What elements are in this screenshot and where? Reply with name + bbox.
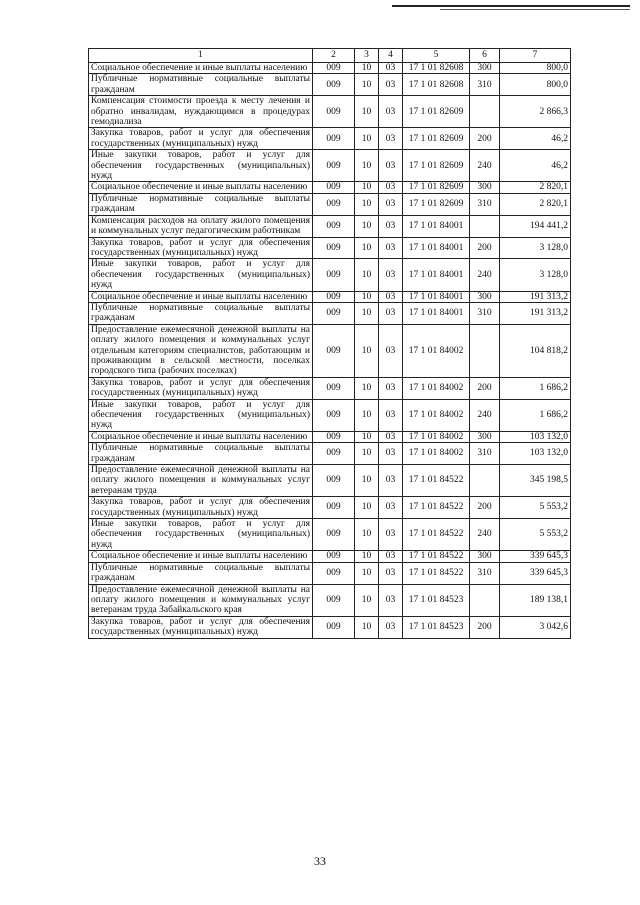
amount-cell: 194 441,2: [500, 215, 571, 237]
expense-name-cell: Публичные нормативные социальные выплаты гражданам: [89, 562, 313, 584]
subsection-code-cell: 03: [379, 584, 403, 616]
expense-type-code-cell: 310: [470, 302, 500, 324]
expense-name-cell: Закупка товаров, работ и услуг для обеспечения государственных (муниципальных) нужд: [89, 128, 313, 150]
subsection-code-cell: 03: [379, 193, 403, 215]
subsection-code-cell: 03: [379, 215, 403, 237]
subsection-code-cell: 03: [379, 551, 403, 562]
expense-type-code-cell: [470, 96, 500, 128]
table-row: [89, 182, 571, 193]
table-row: [89, 377, 571, 399]
target-article-code-cell: 17 1 01 82608: [403, 63, 470, 74]
ministry-code-cell: 009: [313, 74, 355, 96]
subsection-code-cell: 03: [379, 377, 403, 399]
expense-name-cell: Иные закупки товаров, работ и услуг для обеспечения государственных (муниципальных) нужд: [89, 399, 313, 431]
expense-type-code-cell: 200: [470, 128, 500, 150]
table-row: [89, 150, 571, 182]
target-article-code-cell: 17 1 01 84002: [403, 431, 470, 442]
expense-type-code-cell: 300: [470, 182, 500, 193]
amount-cell: 339 645,3: [500, 551, 571, 562]
table-row: [89, 399, 571, 431]
target-article-code-cell: 17 1 01 84001: [403, 259, 470, 291]
expense-name-cell: Компенсация расходов на оплату жилого помещения и коммунальных услуг педагогическим работникам: [89, 215, 313, 237]
subsection-code-cell: 03: [379, 150, 403, 182]
target-article-code-cell: 17 1 01 82609: [403, 128, 470, 150]
amount-cell: 3 128,0: [500, 259, 571, 291]
table-row: [89, 497, 571, 519]
table-row: [89, 96, 571, 128]
section-code-cell: 10: [355, 291, 379, 302]
subsection-code-cell: 03: [379, 74, 403, 96]
expense-name-cell: Компенсация стоимости проезда к месту лечения и обратно инвалидам, нуждающимся в процедурах гемодиализа: [89, 96, 313, 128]
expense-name-cell: Предоставление ежемесячной денежной выплаты на оплату жилого помещения и коммунальных услуг ветеранам труда Забайкальского края: [89, 584, 313, 616]
section-code-cell: 10: [355, 182, 379, 193]
section-code-cell: 10: [355, 443, 379, 465]
expense-type-code-cell: [470, 584, 500, 616]
ministry-code-cell: 009: [313, 519, 355, 551]
amount-cell: 339 645,3: [500, 562, 571, 584]
amount-cell: 800,0: [500, 74, 571, 96]
section-code-cell: 10: [355, 616, 379, 638]
amount-cell: 103 132,0: [500, 443, 571, 465]
expense-name-cell: Закупка товаров, работ и услуг для обеспечения государственных (муниципальных) нужд: [89, 377, 313, 399]
amount-cell: 46,2: [500, 150, 571, 182]
amount-cell: 2 820,1: [500, 182, 571, 193]
expense-type-code-cell: 310: [470, 562, 500, 584]
expense-type-code-cell: 300: [470, 291, 500, 302]
ministry-code-cell: 009: [313, 551, 355, 562]
table-row: [89, 324, 571, 377]
amount-cell: 103 132,0: [500, 431, 571, 442]
ministry-code-cell: 009: [313, 302, 355, 324]
target-article-code-cell: 17 1 01 84002: [403, 377, 470, 399]
section-code-cell: 10: [355, 259, 379, 291]
ministry-code-cell: 009: [313, 128, 355, 150]
ministry-code-cell: 009: [313, 431, 355, 442]
ministry-code-cell: 009: [313, 399, 355, 431]
ministry-code-cell: 009: [313, 63, 355, 74]
target-article-code-cell: 17 1 01 82609: [403, 193, 470, 215]
ministry-code-cell: 009: [313, 443, 355, 465]
expense-type-code-cell: 300: [470, 63, 500, 74]
ministry-code-cell: 009: [313, 182, 355, 193]
ministry-code-cell: 009: [313, 237, 355, 259]
expense-name-cell: Закупка товаров, работ и услуг для обеспечения государственных (муниципальных) нужд: [89, 497, 313, 519]
table-body: [89, 63, 571, 639]
target-article-code-cell: 17 1 01 82609: [403, 150, 470, 182]
target-article-code-cell: 17 1 01 84002: [403, 324, 470, 377]
amount-cell: 104 818,2: [500, 324, 571, 377]
ministry-code-cell: 009: [313, 96, 355, 128]
expense-name-cell: Социальное обеспечение и иные выплаты населению: [89, 431, 313, 442]
amount-cell: 3 042,6: [500, 616, 571, 638]
table-row: [89, 128, 571, 150]
target-article-code-cell: 17 1 01 84001: [403, 291, 470, 302]
expense-name-cell: Социальное обеспечение и иные выплаты населению: [89, 63, 313, 74]
expense-type-code-cell: 200: [470, 237, 500, 259]
target-article-code-cell: 17 1 01 84002: [403, 443, 470, 465]
section-code-cell: 10: [355, 551, 379, 562]
table-row: [89, 193, 571, 215]
target-article-code-cell: 17 1 01 82609: [403, 96, 470, 128]
subsection-code-cell: 03: [379, 399, 403, 431]
ministry-code-cell: 009: [313, 259, 355, 291]
expense-type-code-cell: 310: [470, 443, 500, 465]
column-header: 1: [89, 49, 313, 63]
table-row: [89, 519, 571, 551]
column-header: 5: [403, 49, 470, 63]
section-code-cell: 10: [355, 302, 379, 324]
expense-type-code-cell: 300: [470, 431, 500, 442]
ministry-code-cell: 009: [313, 377, 355, 399]
expense-type-code-cell: 200: [470, 616, 500, 638]
amount-cell: 189 138,1: [500, 584, 571, 616]
expense-name-cell: Публичные нормативные социальные выплаты гражданам: [89, 193, 313, 215]
table-row: [89, 215, 571, 237]
table-row: [89, 616, 571, 638]
expense-name-cell: Публичные нормативные социальные выплаты гражданам: [89, 443, 313, 465]
table-row: [89, 259, 571, 291]
section-code-cell: 10: [355, 237, 379, 259]
ministry-code-cell: 009: [313, 584, 355, 616]
expense-name-cell: Социальное обеспечение и иные выплаты населению: [89, 551, 313, 562]
subsection-code-cell: 03: [379, 443, 403, 465]
page-number: 33: [314, 854, 326, 868]
expense-type-code-cell: 240: [470, 259, 500, 291]
target-article-code-cell: 17 1 01 84002: [403, 399, 470, 431]
target-article-code-cell: 17 1 01 84001: [403, 237, 470, 259]
expense-type-code-cell: 240: [470, 150, 500, 182]
section-code-cell: 10: [355, 63, 379, 74]
table-row: [89, 443, 571, 465]
section-code-cell: 10: [355, 562, 379, 584]
section-code-cell: 10: [355, 215, 379, 237]
expense-type-code-cell: [470, 465, 500, 497]
section-code-cell: 10: [355, 399, 379, 431]
section-code-cell: 10: [355, 128, 379, 150]
section-code-cell: 10: [355, 150, 379, 182]
column-header: 4: [379, 49, 403, 63]
section-code-cell: 10: [355, 584, 379, 616]
ministry-code-cell: 009: [313, 497, 355, 519]
section-code-cell: 10: [355, 96, 379, 128]
section-code-cell: 10: [355, 377, 379, 399]
subsection-code-cell: 03: [379, 302, 403, 324]
amount-cell: 191 313,2: [500, 291, 571, 302]
subsection-code-cell: 03: [379, 465, 403, 497]
expense-name-cell: Иные закупки товаров, работ и услуг для обеспечения государственных (муниципальных) нужд: [89, 259, 313, 291]
target-article-code-cell: 17 1 01 82608: [403, 74, 470, 96]
subsection-code-cell: 03: [379, 616, 403, 638]
expense-name-cell: Закупка товаров, работ и услуг для обеспечения государственных (муниципальных) нужд: [89, 616, 313, 638]
table-row: [89, 465, 571, 497]
header-rule-thin: [440, 9, 630, 10]
column-header: 7: [500, 49, 571, 63]
target-article-code-cell: 17 1 01 84523: [403, 616, 470, 638]
subsection-code-cell: 03: [379, 63, 403, 74]
amount-cell: 191 313,2: [500, 302, 571, 324]
section-code-cell: 10: [355, 519, 379, 551]
target-article-code-cell: 17 1 01 82609: [403, 182, 470, 193]
amount-cell: 800,0: [500, 63, 571, 74]
ministry-code-cell: 009: [313, 291, 355, 302]
target-article-code-cell: 17 1 01 84522: [403, 562, 470, 584]
table-row: [89, 562, 571, 584]
target-article-code-cell: 17 1 01 84522: [403, 519, 470, 551]
expense-type-code-cell: [470, 324, 500, 377]
amount-cell: 5 553,2: [500, 497, 571, 519]
subsection-code-cell: 03: [379, 324, 403, 377]
subsection-code-cell: 03: [379, 237, 403, 259]
section-code-cell: 10: [355, 497, 379, 519]
subsection-code-cell: 03: [379, 431, 403, 442]
column-header: 6: [470, 49, 500, 63]
subsection-code-cell: 03: [379, 182, 403, 193]
expense-name-cell: Социальное обеспечение и иные выплаты населению: [89, 291, 313, 302]
expense-type-code-cell: 300: [470, 551, 500, 562]
expense-type-code-cell: 240: [470, 399, 500, 431]
subsection-code-cell: 03: [379, 96, 403, 128]
table-row: [89, 74, 571, 96]
table-row: [89, 551, 571, 562]
section-code-cell: 10: [355, 465, 379, 497]
subsection-code-cell: 03: [379, 291, 403, 302]
expense-name-cell: Публичные нормативные социальные выплаты гражданам: [89, 302, 313, 324]
column-header: 2: [313, 49, 355, 63]
subsection-code-cell: 03: [379, 497, 403, 519]
amount-cell: 2 820,1: [500, 193, 571, 215]
ministry-code-cell: 009: [313, 616, 355, 638]
amount-cell: 345 198,5: [500, 465, 571, 497]
ministry-code-cell: 009: [313, 324, 355, 377]
expense-name-cell: Предоставление ежемесячной денежной выплаты на оплату жилого помещения и коммунальных услуг отдельным категориям специалистов, работающим и проживающим в сельской местности, поселках городского типа (рабочих поселках): [89, 324, 313, 377]
expense-name-cell: Иные закупки товаров, работ и услуг для обеспечения государственных (муниципальных) нужд: [89, 519, 313, 551]
ministry-code-cell: 009: [313, 193, 355, 215]
expense-type-code-cell: 310: [470, 193, 500, 215]
expense-type-code-cell: 240: [470, 519, 500, 551]
table-row: [89, 63, 571, 74]
target-article-code-cell: 17 1 01 84001: [403, 302, 470, 324]
ministry-code-cell: 009: [313, 215, 355, 237]
table-row: [89, 431, 571, 442]
expense-name-cell: Предоставление ежемесячной денежной выплаты на оплату жилого помещения и коммунальных услуг ветеранам труда: [89, 465, 313, 497]
ministry-code-cell: 009: [313, 465, 355, 497]
section-code-cell: 10: [355, 324, 379, 377]
target-article-code-cell: 17 1 01 84522: [403, 551, 470, 562]
ministry-code-cell: 009: [313, 150, 355, 182]
amount-cell: 5 553,2: [500, 519, 571, 551]
table-row: [89, 302, 571, 324]
target-article-code-cell: 17 1 01 84522: [403, 497, 470, 519]
table-header-row: [89, 49, 571, 63]
expense-name-cell: Публичные нормативные социальные выплаты гражданам: [89, 74, 313, 96]
target-article-code-cell: 17 1 01 84523: [403, 584, 470, 616]
subsection-code-cell: 03: [379, 519, 403, 551]
expense-type-code-cell: 200: [470, 497, 500, 519]
amount-cell: 3 128,0: [500, 237, 571, 259]
expense-name-cell: Иные закупки товаров, работ и услуг для обеспечения государственных (муниципальных) нужд: [89, 150, 313, 182]
amount-cell: 2 866,3: [500, 96, 571, 128]
budget-table: [88, 48, 571, 639]
column-header: 3: [355, 49, 379, 63]
subsection-code-cell: 03: [379, 259, 403, 291]
expense-type-code-cell: 310: [470, 74, 500, 96]
target-article-code-cell: 17 1 01 84001: [403, 215, 470, 237]
amount-cell: 1 686,2: [500, 377, 571, 399]
expense-type-code-cell: 200: [470, 377, 500, 399]
table-row: [89, 584, 571, 616]
section-code-cell: 10: [355, 431, 379, 442]
ministry-code-cell: 009: [313, 562, 355, 584]
expense-type-code-cell: [470, 215, 500, 237]
section-code-cell: 10: [355, 74, 379, 96]
amount-cell: 46,2: [500, 128, 571, 150]
section-code-cell: 10: [355, 193, 379, 215]
target-article-code-cell: 17 1 01 84522: [403, 465, 470, 497]
header-rule: [392, 5, 630, 7]
subsection-code-cell: 03: [379, 128, 403, 150]
subsection-code-cell: 03: [379, 562, 403, 584]
expense-name-cell: Закупка товаров, работ и услуг для обеспечения государственных (муниципальных) нужд: [89, 237, 313, 259]
expense-name-cell: Социальное обеспечение и иные выплаты населению: [89, 182, 313, 193]
table-row: [89, 291, 571, 302]
table-row: [89, 237, 571, 259]
amount-cell: 1 686,2: [500, 399, 571, 431]
